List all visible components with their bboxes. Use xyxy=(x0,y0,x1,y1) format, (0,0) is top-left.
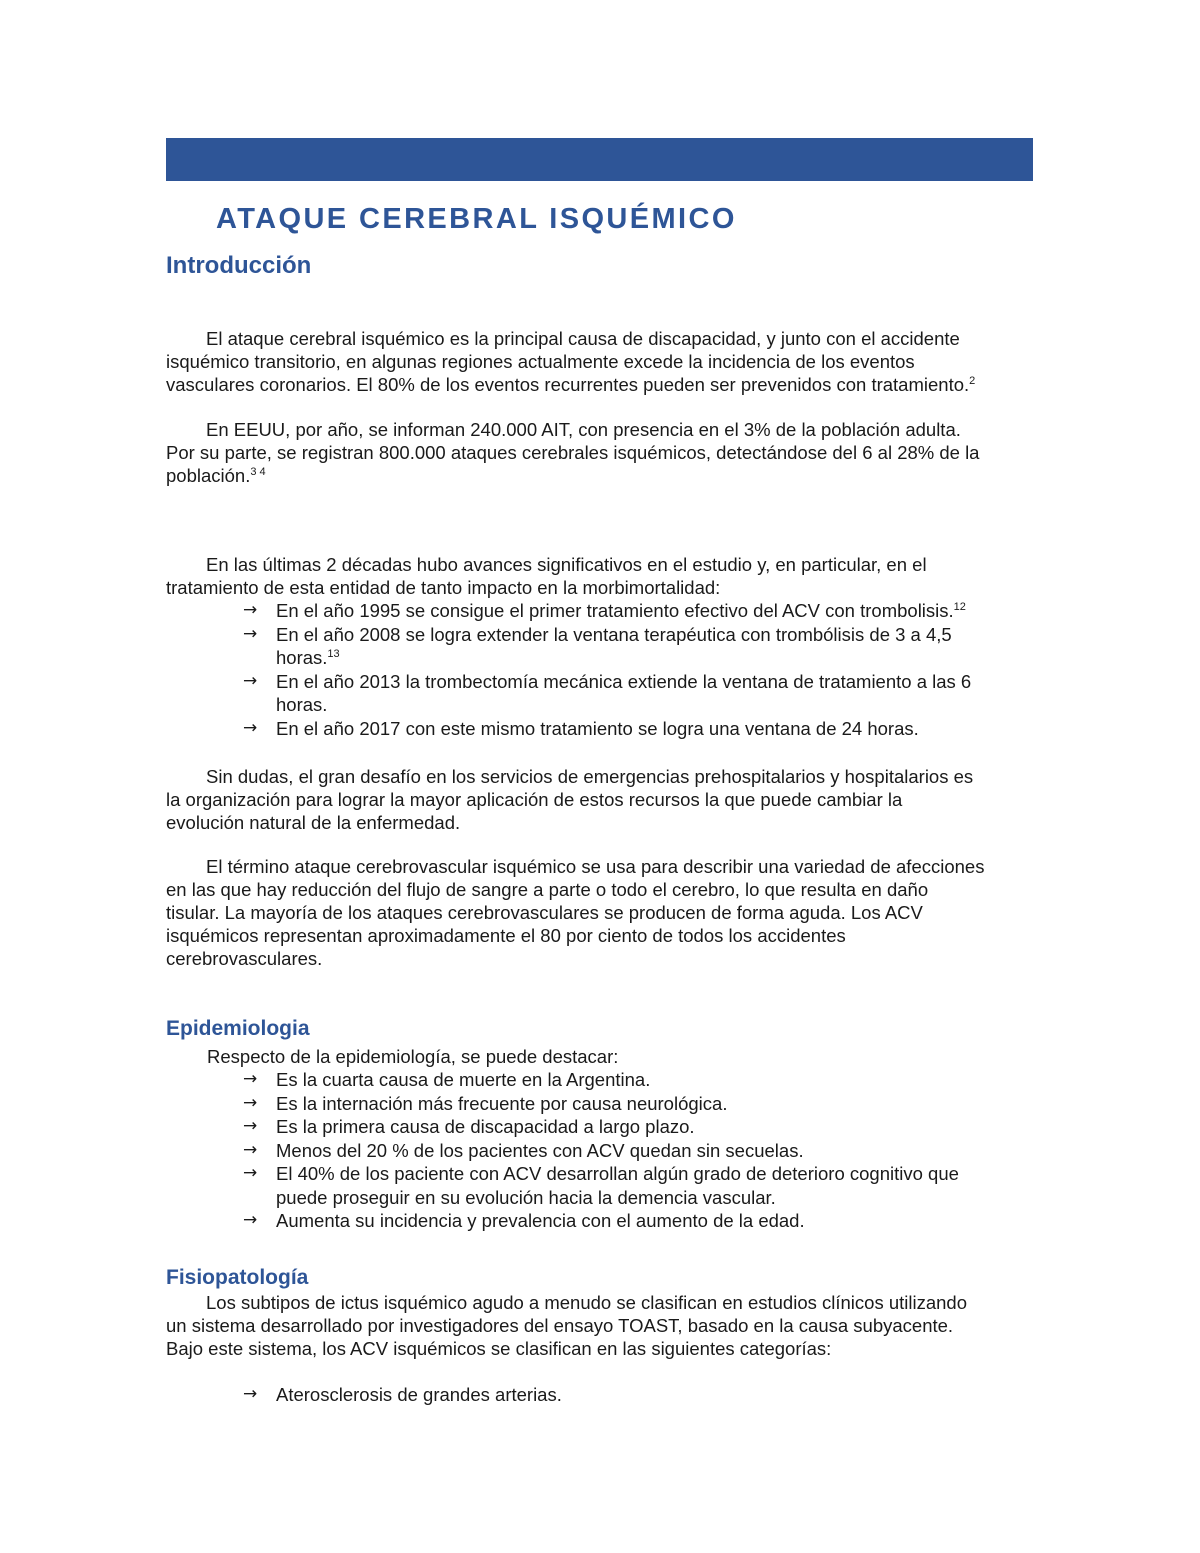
text-line: tratamiento de esta entidad de tanto impacto en la morbimortalidad: xyxy=(166,577,721,598)
arrow-bullet-icon: → xyxy=(243,1163,258,1183)
arrow-bullet-icon: → xyxy=(243,1210,258,1230)
list-item xyxy=(0,670,1100,717)
arrow-bullet-icon: → xyxy=(243,1384,258,1404)
list-item xyxy=(0,1209,1100,1233)
milestones-list xyxy=(0,599,1100,740)
arrow-bullet-icon: → xyxy=(243,670,258,691)
arrow-bullet-icon: → xyxy=(243,1069,258,1089)
arrow-bullet-icon: → xyxy=(243,1139,258,1160)
text-line: Por su parte, se registran 800.000 ataques cerebrales isquémicos, detectándose del 6 al 28% de la xyxy=(166,442,980,463)
intro-paragraph-5 xyxy=(166,855,1036,970)
text-line xyxy=(166,373,1036,396)
epidemiologia-intro: Respecto de la epidemiología, se puede destacar: xyxy=(207,1046,619,1067)
text-line: Aterosclerosis de grandes arterias. xyxy=(276,1384,562,1405)
arrow-bullet-icon: → xyxy=(243,717,258,738)
text-line: puede proseguir en su evolución hacia la demencia vascular. xyxy=(276,1186,776,1208)
text-line: En el año 2008 se logra extender la ventana terapéutica con trombólisis de 3 a 4,5 xyxy=(276,623,952,645)
text-span: vasculares coronarios. El 80% de los eventos recurrentes pueden ser prevenidos con tratamiento. xyxy=(166,374,970,395)
list-item-text xyxy=(276,1383,1100,1407)
text-line: El 40% de los paciente con ACV desarrollan algún grado de deterioro cognitivo que xyxy=(276,1163,959,1184)
list-item-text xyxy=(276,1162,1100,1209)
text-line: tisular. La mayoría de los ataques cerebrovasculares se producen de forma aguda. Los ACV xyxy=(166,902,923,923)
arrow-bullet-icon: → xyxy=(243,623,258,644)
list-item xyxy=(0,1115,1100,1139)
text-line: Es la internación más frecuente por causa neurológica. xyxy=(276,1092,728,1114)
list-item-text xyxy=(276,1092,1100,1116)
text-line: isquémicos representan aproximadamente el 80 por ciento de todos los accidentes xyxy=(166,925,846,946)
reference-superscript: 13 xyxy=(327,648,340,660)
list-item xyxy=(0,1139,1100,1163)
reference-superscript: 2 xyxy=(969,375,976,387)
list-item-text xyxy=(276,1209,1100,1233)
arrow-bullet-icon: → xyxy=(243,1116,258,1136)
list-item xyxy=(0,717,1100,741)
text-line: Bajo este sistema, los ACV isquémicos se clasifican en las siguientes categorías: xyxy=(166,1338,832,1359)
arrow-bullet-icon: → xyxy=(243,1092,258,1113)
reference-superscript: 12 xyxy=(953,601,966,613)
text-line: En el año 2017 con este mismo tratamiento se logra una ventana de 24 horas. xyxy=(276,717,919,739)
text-line: El término ataque cerebrovascular isquémico se usa para describir una variedad de afecciones xyxy=(206,856,985,877)
list-item-text xyxy=(276,599,1100,623)
intro-paragraph-4 xyxy=(166,765,1036,834)
text-line xyxy=(276,646,1100,670)
text-line: Menos del 20 % de los pacientes con ACV quedan sin secuelas. xyxy=(276,1139,804,1161)
header-bar xyxy=(166,138,1033,181)
heading-epidemiologia: Epidemiologia xyxy=(166,1017,310,1040)
text-line: cerebrovasculares. xyxy=(166,948,323,969)
list-item xyxy=(0,623,1100,670)
text-line: Aumenta su incidencia y prevalencia con el aumento de la edad. xyxy=(276,1210,805,1231)
list-item-text xyxy=(276,670,1100,717)
arrow-bullet-icon: → xyxy=(243,600,258,620)
epidemiologia-list xyxy=(0,1068,1100,1233)
text-line: evolución natural de la enfermedad. xyxy=(166,812,461,833)
fisiopatologia-paragraph-1 xyxy=(166,1291,1036,1360)
text-line: En EEUU, por año, se informan 240.000 AIT, con presencia en el 3% de la población adulta. xyxy=(206,419,961,440)
text-span: En el año 1995 se consigue el primer tratamiento efectivo del ACV con trombolisis. xyxy=(276,600,954,621)
heading-introduccion: Introducción xyxy=(166,252,312,279)
list-item-text xyxy=(276,1115,1100,1139)
reference-superscript: 3 4 xyxy=(250,466,266,478)
list-item-text xyxy=(276,623,1100,670)
text-line: Es la cuarta causa de muerte en la Argentina. xyxy=(276,1069,651,1090)
list-item-text xyxy=(276,1068,1100,1092)
intro-paragraph-2 xyxy=(166,418,1036,487)
document-title: ATAQUE CEREBRAL ISQUÉMICO xyxy=(216,203,737,235)
list-item xyxy=(0,1068,1100,1092)
fisiopatologia-list xyxy=(0,1383,1100,1407)
text-line: en las que hay reducción del flujo de sangre a parte o todo el cerebro, lo que resulta en daño xyxy=(166,879,929,900)
list-item xyxy=(0,1092,1100,1116)
text-line: En el año 2013 la trombectomía mecánica extiende la ventana de tratamiento a las 6 xyxy=(276,670,972,692)
list-item xyxy=(0,1162,1100,1209)
text-line: Sin dudas, el gran desafío en los servicios de emergencias prehospitalarios y hospitalarios es xyxy=(206,766,974,787)
list-item xyxy=(0,1383,1100,1407)
list-item xyxy=(0,599,1100,623)
heading-fisiopatologia: Fisiopatología xyxy=(166,1266,309,1289)
list-item-text xyxy=(276,717,1100,741)
text-line: un sistema desarrollado por investigadores del ensayo TOAST, basado en la causa subyacente. xyxy=(166,1315,954,1336)
list-item-text xyxy=(276,1139,1100,1163)
text-line: horas. xyxy=(276,694,328,715)
text-line: Los subtipos de ictus isquémico agudo a menudo se clasifican en estudios clínicos utilizando xyxy=(206,1292,968,1313)
text-line xyxy=(166,464,1036,487)
intro-paragraph-1 xyxy=(166,327,1036,396)
intro-paragraph-3 xyxy=(166,553,1036,599)
text-line: El ataque cerebral isquémico es la principal causa de discapacidad, y junto con el accidente xyxy=(206,328,960,349)
text-line: isquémico transitorio, en algunas regiones actualmente excede la incidencia de los eventos xyxy=(166,351,915,372)
text-line: En las últimas 2 décadas hubo avances significativos en el estudio y, en particular, en el xyxy=(206,554,927,575)
text-line: la organización para lograr la mayor aplicación de estos recursos la que puede cambiar la xyxy=(166,789,903,810)
text-span: población. xyxy=(166,465,251,486)
text-span: horas. xyxy=(276,647,328,668)
text-line: Es la primera causa de discapacidad a largo plazo. xyxy=(276,1116,695,1137)
text-line xyxy=(276,599,1100,623)
